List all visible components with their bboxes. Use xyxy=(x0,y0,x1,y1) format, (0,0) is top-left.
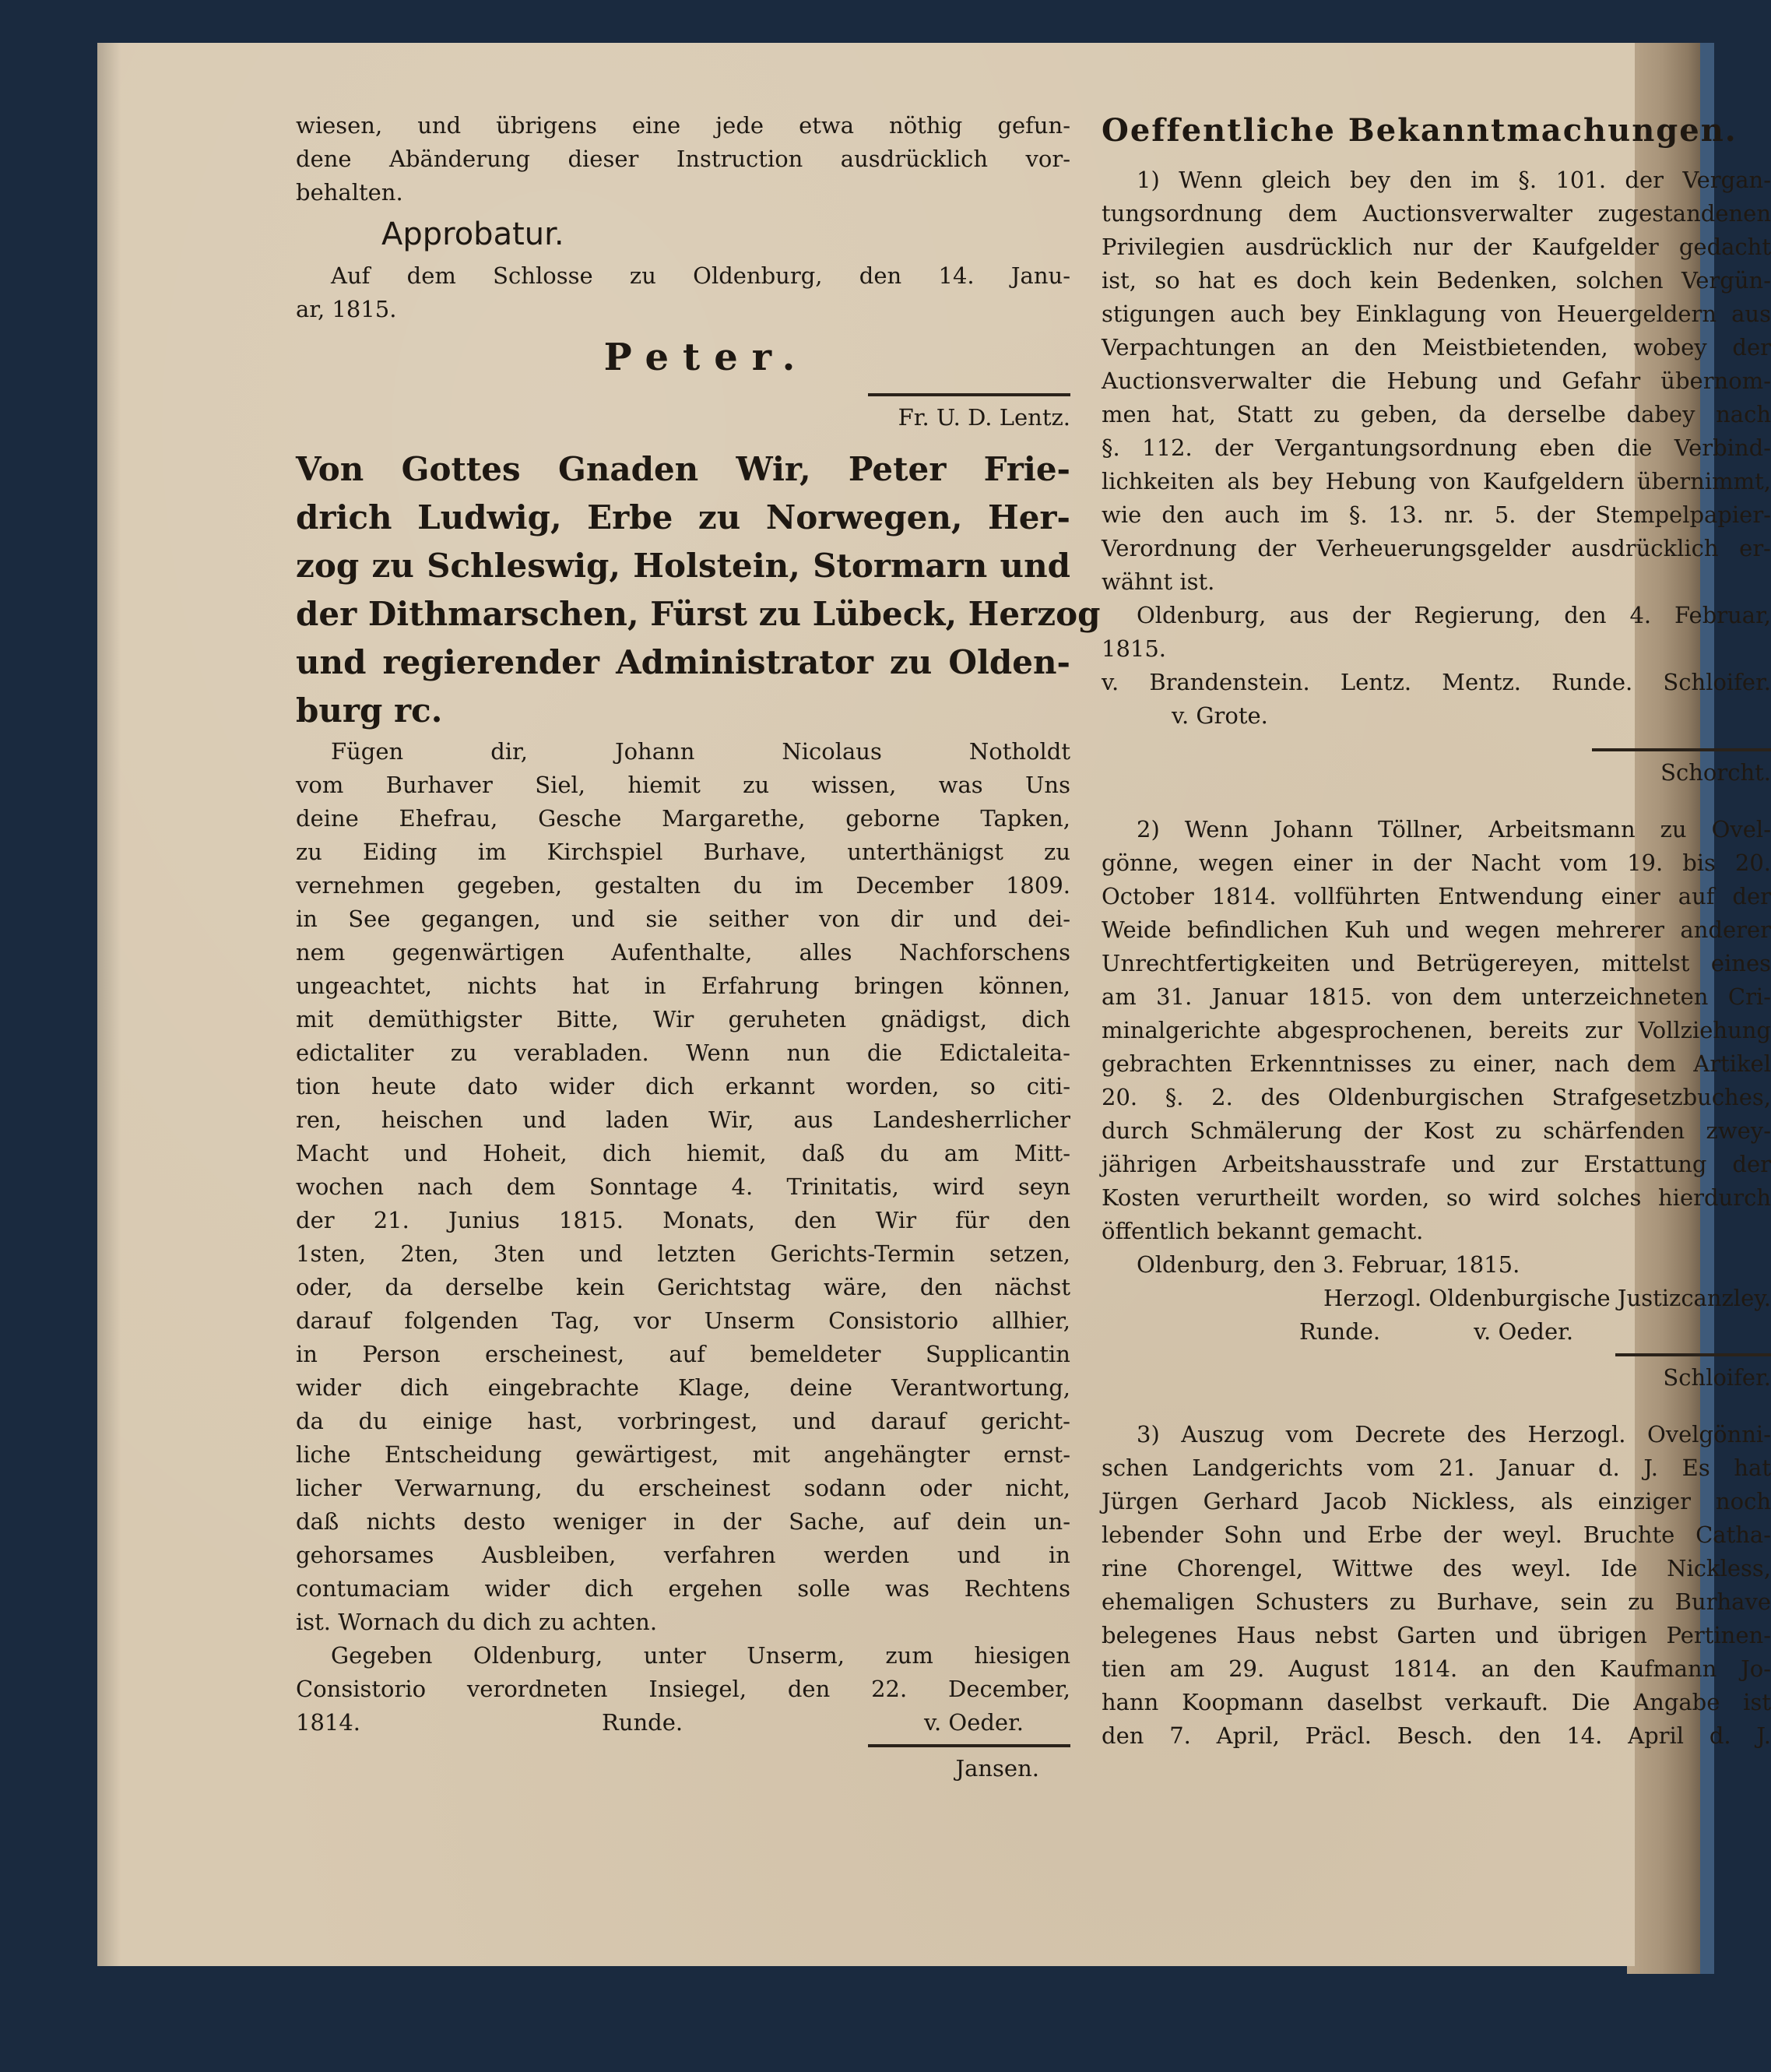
notice-2-signer: v. Oeder. xyxy=(1474,1318,1574,1345)
n2-line: minalgerichte abgesprochenen, bereits zur Vollziehung xyxy=(1102,1017,1771,1043)
left-column xyxy=(296,109,1101,1785)
n2-line: 2) Wenn Johann Töllner, Arbeitsmann zu Ovel- xyxy=(1137,816,1771,843)
decree-body-line: deine Ehefrau, Gesche Margarethe, geborne Tapken, xyxy=(296,805,1070,832)
n1-line: men hat, Statt zu geben, da derselbe dabey nach xyxy=(1102,401,1771,427)
n1-line: Privilegien ausdrücklich nur der Kaufgelder gedacht xyxy=(1102,234,1771,260)
given-line: Gegeben Oldenburg, unter Unserm, zum hiesigen xyxy=(331,1642,1070,1669)
decree-body-line: ist. Wornach du dich zu achten. xyxy=(296,1609,658,1635)
decree-heading-line: drich Ludwig, Erbe zu Norwegen, Her- xyxy=(296,498,1070,536)
n1-line: 1) Wenn gleich bey den im §. 101. der Vergan- xyxy=(1137,167,1771,193)
n1-line: Auctionsverwalter die Hebung und Gefahr übernom- xyxy=(1102,368,1771,394)
n2-line: 20. §. 2. des Oldenburgischen Strafgesetzbuches, xyxy=(1102,1084,1771,1110)
n2-line: Weide befindlichen Kuh und wegen mehrerer anderer xyxy=(1102,916,1771,943)
decree-body-line: Fügen dir, Johann Nicolaus Notholdt xyxy=(331,738,1070,765)
intro-line: wiesen, und übrigens eine jede etwa nöthig gefun- xyxy=(296,112,1070,139)
n3-line: ehemaligen Schusters zu Burhave, sein zu Burhave xyxy=(1102,1588,1771,1615)
decree-body-line: 1sten, 2ten, 3ten und letzten Gerichts-Termin setzen, xyxy=(296,1240,1070,1267)
n1-line: §. 112. der Vergantungsordnung eben die Verbind- xyxy=(1102,434,1771,461)
n3-line: hann Koopmann daselbst verkauft. Die Angabe ist xyxy=(1102,1689,1771,1715)
n1-line: wie den auch im §. 13. nr. 5. der Stempelpapier- xyxy=(1102,501,1771,528)
place-line: ar, 1815. xyxy=(296,296,397,322)
decree-body-line: wochen nach dem Sonntage 4. Trinitatis, wird seyn xyxy=(296,1173,1070,1200)
n1-line: Verordnung der Verheuerungsgelder ausdrücklich er- xyxy=(1102,535,1771,561)
n3-line: schen Landgerichts vom 21. Januar d. J. Es hat xyxy=(1102,1455,1771,1481)
notice-2-signers xyxy=(1102,1315,1771,1349)
given-signer: Runde. xyxy=(601,1709,683,1736)
n3-line: rine Chorengel, Wittwe des weyl. Ide Nickless, xyxy=(1102,1555,1771,1581)
given-signer: v. Oeder. xyxy=(924,1709,1024,1736)
decree-body-line: liche Entscheidung gewärtigest, mit angehängter ernst- xyxy=(296,1441,1070,1468)
countersign: Fr. U. D. Lentz. xyxy=(898,404,1070,431)
decree-body-line: daß nichts desto weniger in der Sache, auf dein un- xyxy=(296,1508,1070,1535)
given-line: Consistorio verordneten Insiegel, den 22. December, xyxy=(296,1676,1070,1702)
page-gutter-shadow xyxy=(97,43,121,1966)
decree-body-line: ungeachtet, nichts hat in Erfahrung bringen können, xyxy=(296,973,1070,999)
n3-line: lebender Sohn und Erbe der weyl. Bruchte Catha- xyxy=(1102,1521,1771,1548)
decree-body-line: da du einige hast, vorbringest, und darauf gericht- xyxy=(296,1408,1070,1434)
n2-line: jährigen Arbeitshausstrafe und zur Erstattung der xyxy=(1102,1151,1771,1177)
n3-line: Jürgen Gerhard Jacob Nickless, als einziger noch xyxy=(1102,1488,1771,1514)
n2-line: durch Schmälerung der Kost zu schärfenden zwey- xyxy=(1102,1117,1771,1144)
decree-body-line: ren, heischen und laden Wir, aus Landesherrlicher xyxy=(296,1106,1070,1133)
book-page xyxy=(97,43,1771,1966)
notice-1-place: Oldenburg, aus der Regierung, den 4. Februar, xyxy=(1137,602,1771,628)
n2-line: October 1814. vollführten Entwendung einer auf der xyxy=(1102,883,1771,909)
notice-1-place: 1815. xyxy=(1102,635,1167,662)
decree-heading-line: und regierender Administrator zu Olden- xyxy=(296,643,1070,681)
n1-line: wähnt ist. xyxy=(1102,568,1215,595)
given-year: 1814. xyxy=(296,1709,361,1736)
n2-line: öffentlich bekannt gemacht. xyxy=(1102,1218,1424,1244)
n3-line: 3) Auszug vom Decrete des Herzogl. Ovelgönni- xyxy=(1137,1421,1771,1448)
notice-3 xyxy=(1102,1418,1771,1753)
decree-body-line: edictaliter zu verabladen. Wenn nun die Edictaleita- xyxy=(296,1040,1070,1066)
decree-body-line: zu Eiding im Kirchspiel Burhave, unterthänigst zu xyxy=(296,839,1070,865)
n1-line: ist, so hat es doch kein Bedenken, solchen Vergün- xyxy=(1102,267,1771,294)
clerk-signature: Jansen. xyxy=(955,1755,1039,1782)
notice-1-signers: v. Grote. xyxy=(1172,702,1268,729)
notice-2-place: Oldenburg, den 3. Februar, 1815. xyxy=(1137,1251,1520,1278)
right-column xyxy=(1102,109,1771,1753)
notice-2-court: Herzogl. Oldenburgische Justizcanzley. xyxy=(1323,1285,1771,1311)
n2-line: gebrachten Erkenntnisses zu einer, nach dem Artikel xyxy=(1102,1050,1771,1077)
place-line: Auf dem Schlosse zu Oldenburg, den 14. Janu- xyxy=(331,262,1070,289)
notice-1-signers: v. Brandenstein. Lentz. Mentz. Runde. Schloifer. xyxy=(1102,669,1771,695)
n3-line: belegenes Haus nebst Garten und übrigen Pertinen- xyxy=(1102,1622,1771,1648)
decree-body-line: Macht und Hoheit, dich hiemit, daß du am Mitt- xyxy=(296,1140,1070,1166)
n2-line: Unrechtfertigkeiten und Betrügereyen, mittelst eines xyxy=(1102,950,1771,976)
notice-2 xyxy=(1102,813,1771,1248)
notice-2-clerk: Schloifer. xyxy=(1663,1364,1771,1391)
notice-1 xyxy=(1102,164,1771,599)
signer-name: Peter. xyxy=(603,336,810,379)
decree-body xyxy=(296,735,1070,1639)
decree-body-line: nem gegenwärtigen Aufenthalte, alles Nachforschens xyxy=(296,939,1070,966)
n1-line: lichkeiten als bey Hebung von Kaufgeldern übernimmt, xyxy=(1102,468,1771,494)
decree-body-line: vom Burhaver Siel, hiemit zu wissen, was Uns xyxy=(296,772,1070,798)
decree-body-line: wider dich eingebrachte Klage, deine Verantwortung, xyxy=(296,1374,1070,1401)
decree-body-line: in Person erscheinest, auf bemeldeter Supplicantin xyxy=(296,1341,1070,1367)
decree-heading-line: zog zu Schleswig, Holstein, Stormarn und xyxy=(296,547,1070,585)
notice-1-clerk: Schorcht. xyxy=(1660,759,1771,786)
n2-line: am 31. Januar 1815. von dem unterzeichneten Cri- xyxy=(1102,983,1771,1010)
divider xyxy=(868,1744,1070,1747)
decree-heading-line: Von Gottes Gnaden Wir, Peter Frie- xyxy=(296,450,1070,488)
divider xyxy=(868,393,1070,396)
decree-body-line: licher Verwarnung, du erscheinest sodann oder nicht, xyxy=(296,1475,1070,1501)
n3-line: den 7. April, Präcl. Besch. den 14. April d. J. xyxy=(1102,1722,1771,1749)
divider xyxy=(1615,1353,1771,1356)
decree-body-line: darauf folgenden Tag, vor Unserm Consistorio allhier, xyxy=(296,1307,1070,1334)
n1-line: stigungen auch bey Einklagung von Heuergeldern aus xyxy=(1102,301,1771,327)
approbatur-heading: Approbatur. xyxy=(381,216,564,252)
n1-line: Verpachtungen an den Meistbietenden, wobey der xyxy=(1102,334,1771,361)
n3-line: tien am 29. August 1814. an den Kaufmann Jo- xyxy=(1102,1655,1771,1682)
decree-heading-line: der Dithmarschen, Fürst zu Lübeck, Herzog xyxy=(296,595,1101,633)
decree-heading-line: burg rc. xyxy=(296,691,443,730)
given-signatures xyxy=(296,1706,1070,1740)
n2-line: gönne, wegen einer in der Nacht vom 19. bis 20. xyxy=(1102,850,1771,876)
section-heading: Oeffentliche Bekanntmachungen. xyxy=(1102,112,1738,149)
decree-body-line: der 21. Junius 1815. Monats, den Wir für den xyxy=(296,1207,1070,1233)
decree-body-line: gehorsames Ausbleiben, verfahren werden und in xyxy=(296,1542,1070,1568)
divider xyxy=(1592,748,1771,751)
n2-line: Kosten verurtheilt worden, so wird solches hierdurch xyxy=(1102,1184,1771,1211)
intro-line: behalten. xyxy=(296,179,403,206)
decree-body-line: oder, da derselbe kein Gerichtstag wäre, den nächst xyxy=(296,1274,1070,1300)
decree-body-line: vernehmen gegeben, gestalten du im December 1809. xyxy=(296,872,1070,899)
decree-body-line: mit demüthigster Bitte, Wir geruheten gnädigst, dich xyxy=(296,1006,1070,1032)
decree-body-line: in See gegangen, und sie seither von dir und dei- xyxy=(296,906,1070,932)
n1-line: tungsordnung dem Auctionsverwalter zugestandenen xyxy=(1102,200,1771,227)
intro-line: dene Abänderung dieser Instruction ausdrücklich vor- xyxy=(296,146,1070,172)
notice-2-signer: Runde. xyxy=(1298,1318,1381,1345)
decree-body-line: tion heute dato wider dich erkannt worden, so citi- xyxy=(296,1073,1070,1099)
decree-body-line: contumaciam wider dich ergehen solle was Rechtens xyxy=(296,1575,1070,1602)
